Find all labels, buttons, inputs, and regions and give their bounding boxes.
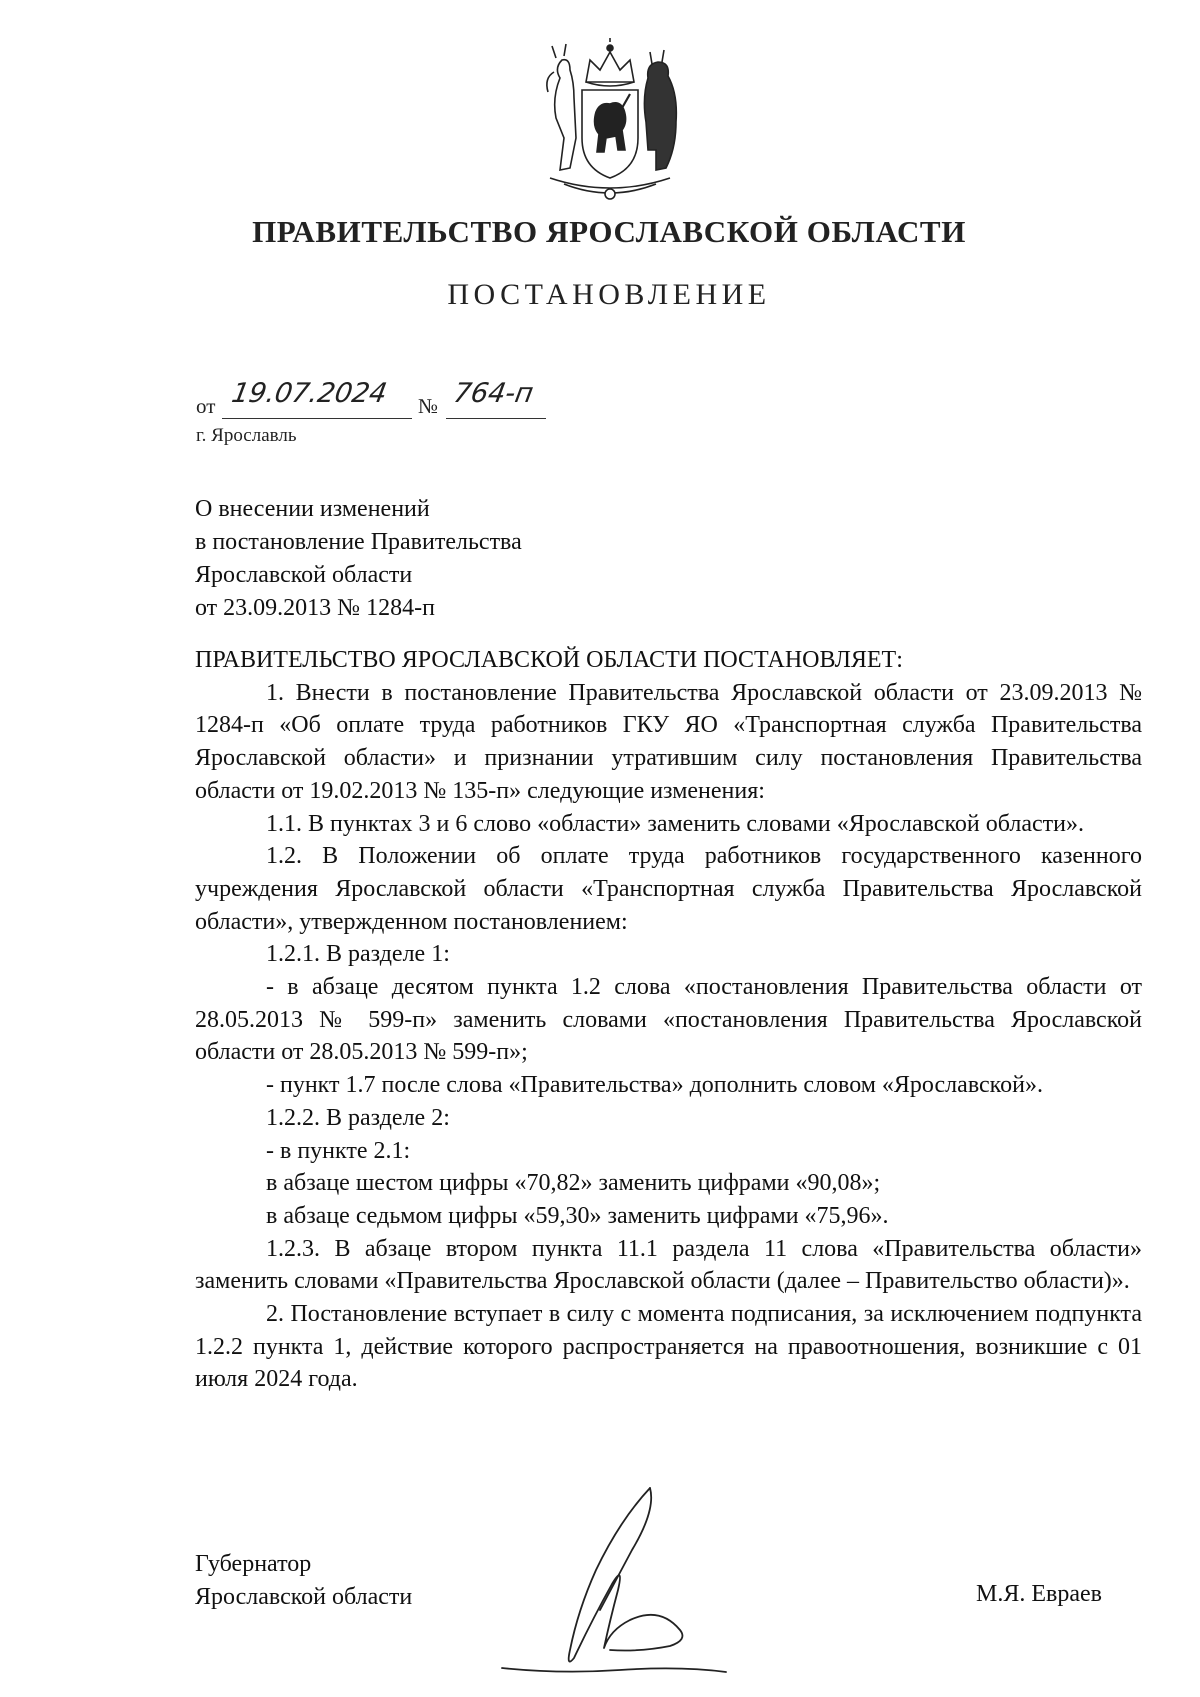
paragraph-1-2-2-c: в абзаце седьмом цифры «59,30» заменить цифрами «75,96». bbox=[266, 1202, 889, 1229]
paragraph-1-2: 1.2. В Положении об оплате труда работников государственного казенного учреждения Ярославской области «Транспортная служба Правительства Ярославской области», утвержденном постановлением: bbox=[195, 843, 1142, 935]
paragraph-1-2-2: 1.2.2. В разделе 2: bbox=[266, 1104, 450, 1131]
document-date: 19.07.2024 bbox=[229, 378, 390, 409]
signatory-name: М.Я. Евраев bbox=[976, 1581, 1102, 1607]
paragraph-1-1: 1.1. В пунктах 3 и 6 слово «области» заменить словами «Ярославской области». bbox=[266, 810, 1085, 837]
subject-line: от 23.09.2013 № 1284-п bbox=[195, 595, 435, 621]
paragraph-1-2-1: 1.2.1. В разделе 1: bbox=[266, 941, 450, 968]
signatory-position bbox=[195, 1548, 412, 1614]
paragraph-1-2-2-a: - в пункте 2.1: bbox=[266, 1137, 411, 1164]
city-label: г. Ярославль bbox=[196, 425, 297, 446]
subject-line: Ярославской области bbox=[195, 562, 413, 588]
paragraph-1: 1. Внести в постановление Правительства Ярославской области от 23.09.2013 № 1284-п «Об оплате труда работников ГКУ ЯО «Транспортная служба Правительства Ярославской области» и признании утратившим силу постановления Правительства области от 19.02.2013 № 135-п» следующие изменения: bbox=[195, 679, 1142, 804]
subject-line: в постановление Правительства bbox=[195, 529, 522, 555]
paragraph-1-2-1-b: - пункт 1.7 после слова «Правительства» дополнить словом «Ярославской». bbox=[266, 1072, 1043, 1099]
document-body bbox=[195, 644, 1142, 1396]
number-label: № bbox=[418, 394, 439, 418]
paragraph-1-2-1-a: - в абзаце десятом пункта 1.2 слова «постановления Правительства области от 28.05.2013 № 599-п» заменить словами «постановления Правительства Ярославской области от 28.05.2013 № 599-п»; bbox=[195, 974, 1142, 1066]
yaroslavl-coat-of-arms-icon bbox=[530, 38, 690, 203]
position-line: Губернатор bbox=[195, 1551, 312, 1577]
paragraph-1-2-2-b: в абзаце шестом цифры «70,82» заменить цифрами «90,08»; bbox=[266, 1170, 881, 1197]
from-label: от bbox=[196, 394, 216, 418]
position-line: Ярославской области bbox=[195, 1584, 413, 1610]
government-name-title: ПРАВИТЕЛЬСТВО ЯРОСЛАВСКОЙ ОБЛАСТИ bbox=[252, 214, 966, 249]
document-subject bbox=[195, 493, 522, 625]
preamble: ПРАВИТЕЛЬСТВО ЯРОСЛАВСКОЙ ОБЛАСТИ ПОСТАНОВЛЯЕТ: bbox=[195, 647, 903, 673]
document-number: 764-п bbox=[451, 378, 536, 409]
handwritten-signature bbox=[500, 1480, 730, 1690]
paragraph-1-2-3: 1.2.3. В абзаце втором пункта 11.1 раздела 11 слова «Правительства области» заменить словами «Правительства Ярославской области (далее – Правительство области)». bbox=[195, 1235, 1142, 1295]
subject-line: О внесении изменений bbox=[195, 496, 430, 522]
paragraph-2: 2. Постановление вступает в силу с момента подписания, за исключением подпункта 1.2.2 пункта 1, действие которого распространяется на правоотношения, возникшие с 01 июля 2024 года. bbox=[195, 1301, 1142, 1393]
document-type-title: ПОСТАНОВЛЕНИЕ bbox=[447, 278, 771, 311]
